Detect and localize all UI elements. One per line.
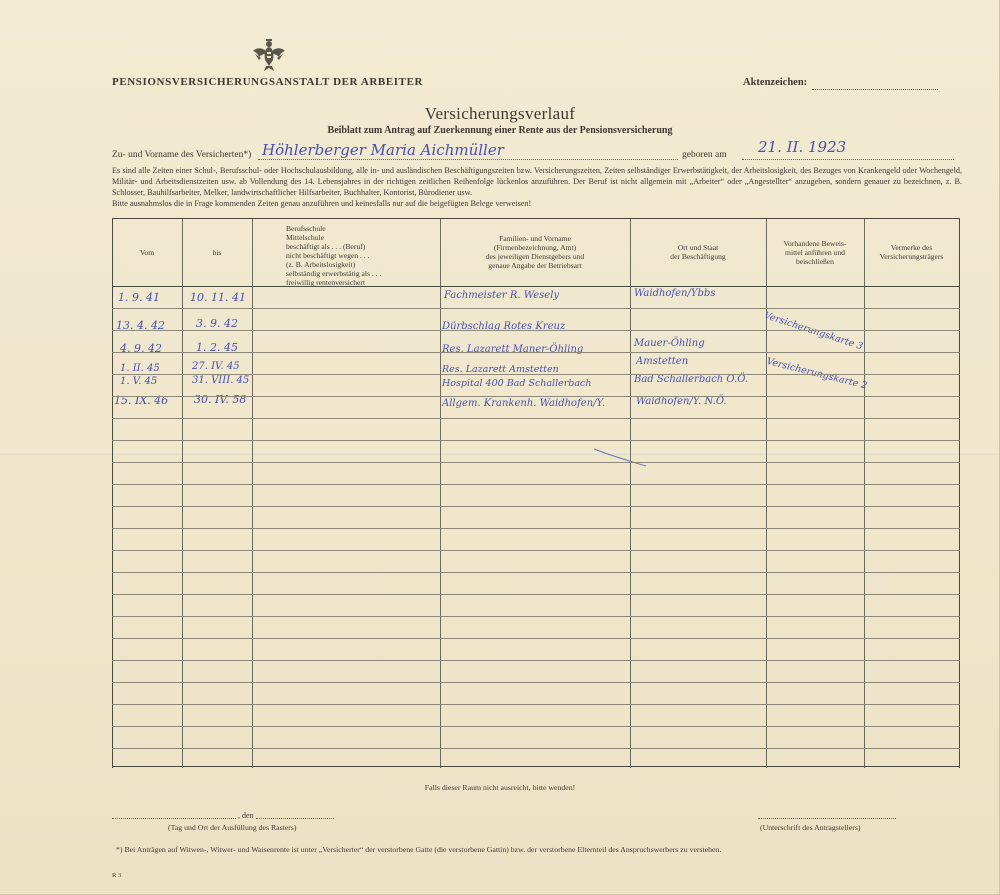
row1-ort: Waidhofen/Ybbs (634, 288, 716, 299)
column-divider (440, 218, 441, 768)
table-border (112, 218, 113, 768)
column-divider (864, 218, 865, 768)
row6-vom: 15. IX. 46 (114, 394, 169, 407)
row5-ort: Bad Schallerbach O.Ö. (634, 374, 749, 385)
insured-name-handwritten: Höhlerberger Maria Aichmüller (262, 141, 504, 159)
header-ort: Ort und Staat der Beschäftigung (670, 243, 726, 261)
table-row-line (112, 418, 960, 419)
aktenzeichen-label: Aktenzeichen: (743, 77, 808, 88)
table-row-line (112, 726, 960, 727)
signature-field[interactable] (758, 818, 896, 819)
beleg-note-2: Versicherungskarte 2 (765, 356, 869, 392)
row5-vom: 1. V. 45 (120, 376, 158, 387)
table-row-line (112, 550, 960, 551)
table-row-line (112, 682, 960, 683)
table-border (959, 218, 960, 768)
form-code: R 3 (112, 872, 122, 879)
birth-date-label: geboren am (682, 150, 727, 160)
row2-bis: 3. 9. 42 (196, 317, 238, 330)
table-row-line (112, 638, 960, 639)
header-vom: Vom (139, 247, 155, 257)
table-row-line (112, 766, 960, 767)
table-row-line (112, 218, 960, 219)
column-divider (766, 218, 767, 768)
instructions-paragraph: Es sind alle Zeiten einer Schul-, Berufsschul- oder Hochschulausbildung, alle in- und ausländischen Beschäftigungszeiten bzw. Versicherungszeiten, Zeiten selbständiger Erwerbstätigkeit, der Arbeitslosigkeit, des Bezuges von Krankengeld oder Wochengeld, Militär- und Arbeitsdienstzeiten usw. ab Vollendung des 14. Lebensjahres in der richtigen zeitlichen Reihenfolge lückenlos anzuführen. Der Beruf ist nicht allgemein mit „Arbeiter“ oder „Angestellter“ anzugeben, sondern genauer zu bezeichnen, z. B. Schlosser, Bauhilfsarbeiter, Melker, landwirtschaftlicher Hilfsarbeiter, Buchhalter, Kontorist, Bürodiener usw. (112, 166, 962, 197)
table-row-line (112, 396, 960, 397)
row6-dienstgeber: Allgem. Krankenh. Waidhofen/Y. (442, 398, 605, 409)
table-row-line (112, 660, 960, 661)
insured-name-label: Zu- und Vorname des Versicherten*) (112, 150, 252, 160)
instructions-text (112, 165, 962, 209)
header-bis: bis (212, 247, 222, 257)
pen-stroke-mark (592, 446, 652, 470)
aktenzeichen-field[interactable] (812, 89, 938, 90)
header-beruf: Berufsschule Mittelschule beschäftigt als . . . (Beruf) nicht beschäftigt wegen . . . (z. B. Arbeitslosigkeit) selbständig erwerbstätig als . . . freiwillig rentenversichert (286, 224, 382, 287)
birth-date-handwritten: 21. II. 1923 (758, 138, 847, 156)
birth-date-field[interactable] (742, 159, 954, 160)
row6-bis: 30. IV. 58 (194, 393, 247, 406)
place-date-caption: (Tag und Ort der Ausfüllung des Rasters) (168, 823, 297, 832)
row2-vom: 13. 4. 42 (116, 319, 165, 332)
austrian-eagle-emblem-icon (252, 38, 286, 72)
table-row-line (112, 572, 960, 573)
date-field[interactable] (256, 818, 334, 819)
row3-ort: Mauer-Öhling (634, 338, 705, 349)
footnote: *) Bei Anträgen auf Witwen-, Witwer- und Waisenrente ist unter „Versicherter“ der verstorbene Gatte (die verstorbene Gattin) bzw. der verstorbene Elternteil des Anspruchswerbers zu verstehen. (116, 845, 722, 854)
row1-vom: 1. 9. 41 (118, 291, 160, 304)
beleg-note-1: Versicherungskarte 3 (762, 310, 865, 353)
header-belege: Vorhandene Beweis- mittel anführen und beischließen (783, 238, 847, 266)
table-row-line (112, 462, 960, 463)
row3-bis: 1. 2. 45 (196, 341, 238, 354)
row5-dienstgeber: Hospital 400 Bad Schallerbach (442, 378, 592, 389)
column-divider (252, 218, 253, 768)
table-row-line (112, 286, 960, 287)
insurance-history-table (112, 218, 960, 768)
row4-dienstgeber: Res. Lazarett Amstetten (442, 364, 559, 375)
column-divider (630, 218, 631, 768)
table-row-line (112, 704, 960, 705)
row4-vom: 1. II. 45 (120, 363, 160, 374)
table-row-line (112, 506, 960, 507)
column-divider (182, 218, 183, 768)
insured-name-field[interactable] (258, 159, 678, 160)
form-title: Versicherungsverlauf (424, 104, 576, 123)
table-row-line (112, 330, 960, 331)
row2-dienstgeber: Dürbschlag Rotes Kreuz (442, 321, 566, 332)
table-row-line (112, 528, 960, 529)
date-separator: , den (238, 811, 254, 820)
header-vermerke: Vermerke des Versicherungsträgers (879, 243, 944, 261)
table-row-line (112, 374, 960, 375)
row5-bis: 31. VIII. 45 (192, 375, 250, 386)
overflow-note: Falls dieser Raum nicht ausreicht, bitte wenden! (424, 783, 576, 792)
table-row-line (112, 440, 960, 441)
table-row-line (112, 594, 960, 595)
table-row-line (112, 352, 960, 353)
row4-ort: Amstetten (636, 356, 689, 367)
table-row-line (112, 308, 960, 309)
place-field[interactable] (112, 818, 236, 819)
row1-dienstgeber: Fachmeister R. Wesely (444, 290, 560, 301)
organization-name: PENSIONSVERSICHERUNGSANSTALT DER ARBEITER (112, 76, 424, 88)
table-row-line (112, 616, 960, 617)
row1-bis: 10. 11. 41 (190, 291, 246, 304)
instructions-paragraph: Bitte ausnahmslos die in Frage kommenden Zeiten genau anzuführen und keinesfalls nur auf die beigefügten Belege verweisen! (112, 199, 532, 208)
header-dienstgeber: Familien- und Vorname (Firmenbezeichnung, Amt) des jeweiligen Dienstgebers und genaue Angabe der Betriebsart (485, 234, 585, 270)
form-subtitle: Beiblatt zum Antrag auf Zuerkennung einer Rente aus der Pensionsversicherung (327, 125, 673, 136)
table-row-line (112, 748, 960, 749)
row3-vom: 4. 9. 42 (120, 342, 162, 355)
signature-caption: (Unterschrift des Antragstellers) (760, 823, 861, 832)
row3-dienstgeber: Res. Lazarett Maner-Öhling (442, 344, 584, 355)
row4-bis: 27. IV. 45 (192, 361, 240, 372)
row6-ort: Waidhofen/Y. N.Ö. (636, 396, 727, 407)
table-row-line (112, 484, 960, 485)
